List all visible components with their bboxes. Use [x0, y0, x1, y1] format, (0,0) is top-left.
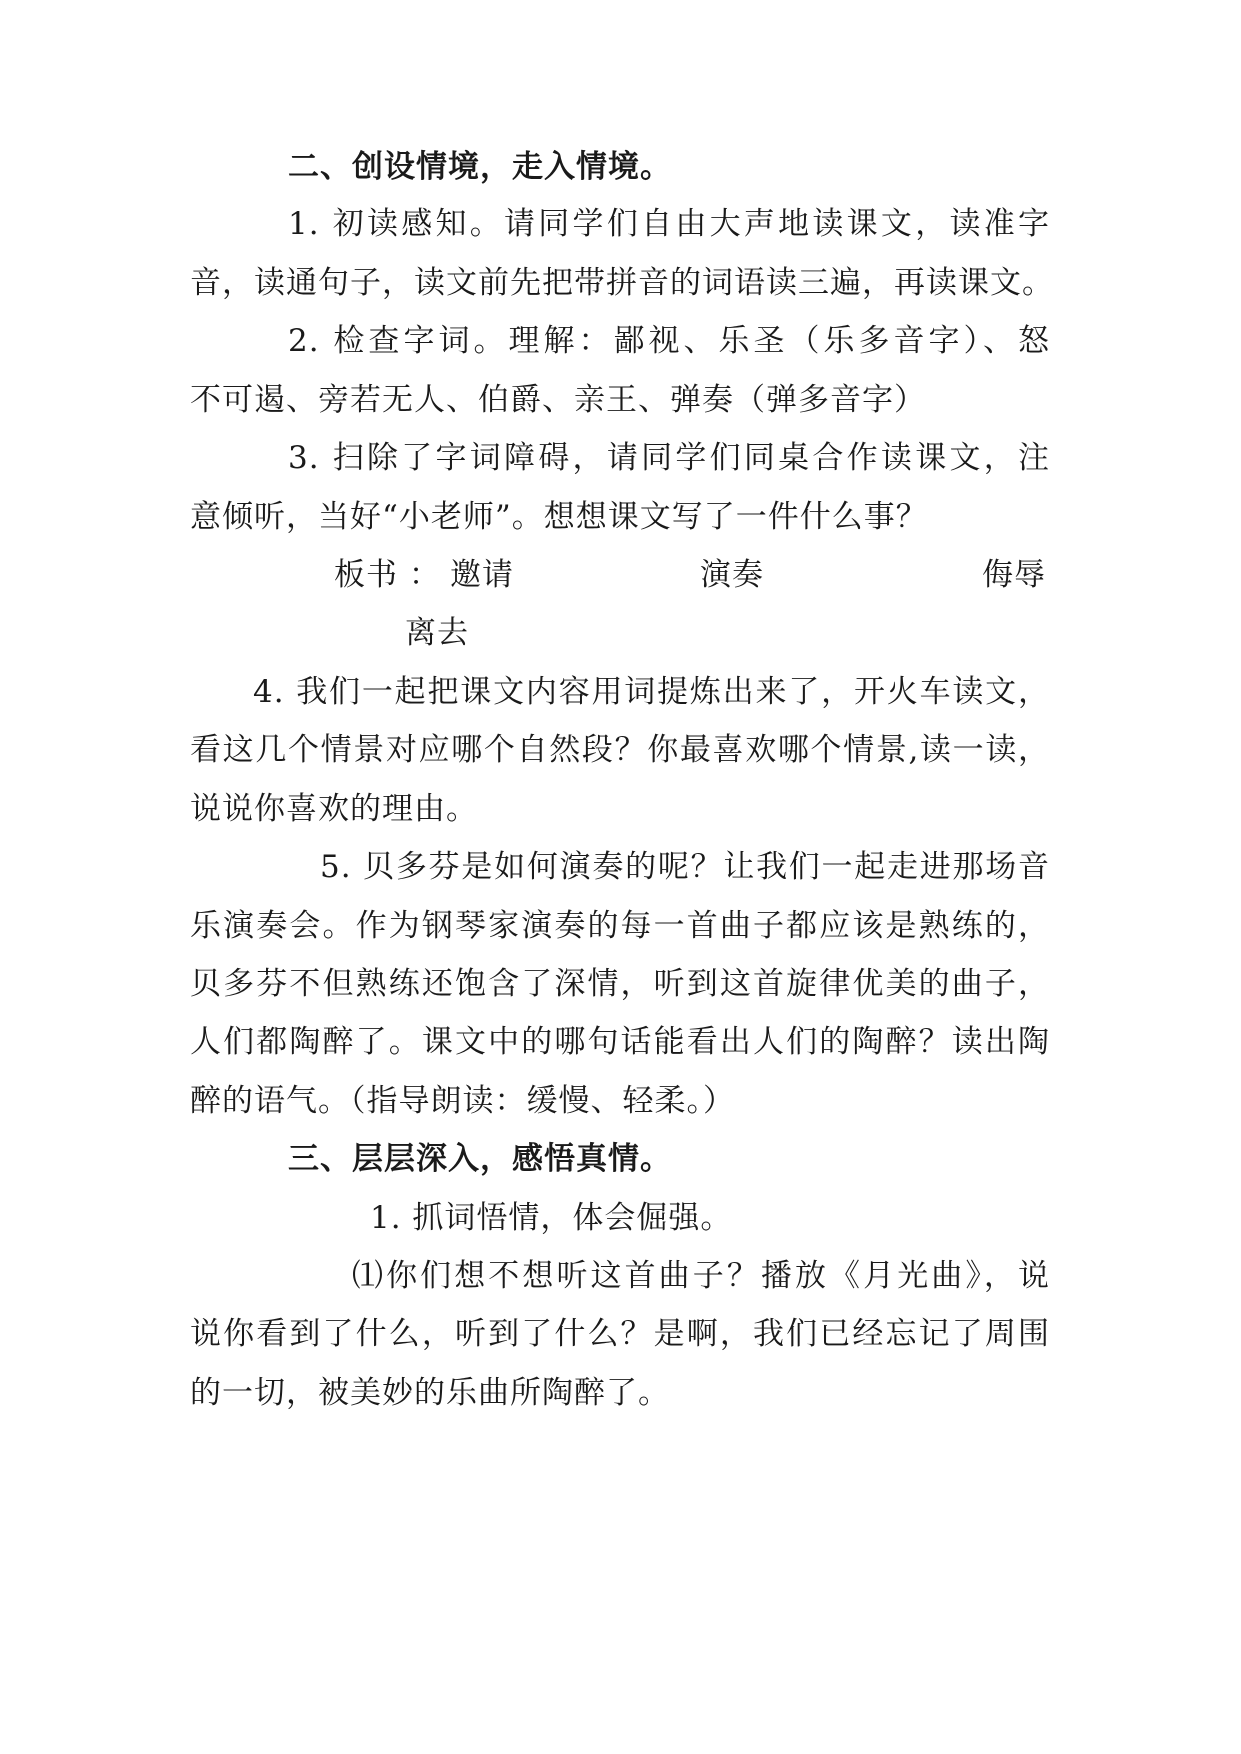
paragraph-line: 不可遏、旁若无人、伯爵、亲王、弹奏（弹多音字） [190, 382, 926, 418]
board-item: 侮辱 [982, 557, 1046, 593]
paragraph-line: 意倾听，当好“小老师”。想想课文写了一件什么事？ [190, 499, 928, 535]
board-item: 邀请 [450, 557, 514, 593]
section-heading: 二、创设情境，走入情境。 [288, 149, 672, 185]
paragraph-line: 说你看到了什么，听到了什么？是啊，我们已经忘记了周围 [190, 1316, 1050, 1352]
paragraph-line: 3. 扫除了字词障碍，请同学们同桌合作读课文，注 [288, 440, 1050, 476]
paragraph-line: 音，读通句子，读文前先把带拼音的词语读三遍，再读课文。 [190, 265, 1054, 301]
paragraph-line: 4. 我们一起把课文内容用词提炼出来了，开火车读文， [253, 674, 1050, 710]
paragraph-line: 贝多芬不但熟练还饱含了深情，听到这首旋律优美的曲子， [190, 966, 1050, 1002]
paragraph-line: 乐演奏会。作为钢琴家演奏的每一首曲子都应该是熟练的， [190, 908, 1050, 944]
board-item: 演奏 [700, 557, 764, 593]
paragraph-line: 醉的语气。（指导朗读：缓慢、轻柔。） [190, 1083, 735, 1119]
subheading: 1. 抓词悟情，体会倔强。 [370, 1200, 733, 1236]
paragraph-line: 2. 检查字词。理解：鄙视、乐圣（乐多音字）、怒 [288, 323, 1050, 359]
paragraph-line: 人们都陶醉了。课文中的哪句话能看出人们的陶醉？读出陶 [190, 1024, 1050, 1060]
paragraph-line: 5. 贝多芬是如何演奏的呢？让我们一起走进那场音 [320, 849, 1050, 885]
paragraph-line: 说说你喜欢的理由。 [190, 791, 478, 827]
paragraph-line: 的一切，被美妙的乐曲所陶醉了。 [190, 1375, 670, 1411]
board-item: 离去 [405, 615, 469, 651]
paragraph-line: 1. 初读感知。请同学们自由大声地读课文，读准字 [288, 206, 1050, 242]
board-label: 板书 ： [334, 557, 441, 593]
paragraph-line: 看这几个情景对应哪个自然段？你最喜欢哪个情景,读一读， [190, 732, 1050, 768]
section-heading: 三、层层深入，感悟真情。 [288, 1141, 672, 1177]
paragraph-line: ⑴你们想不想听这首曲子？播放《月光曲》，说 [352, 1258, 1050, 1294]
